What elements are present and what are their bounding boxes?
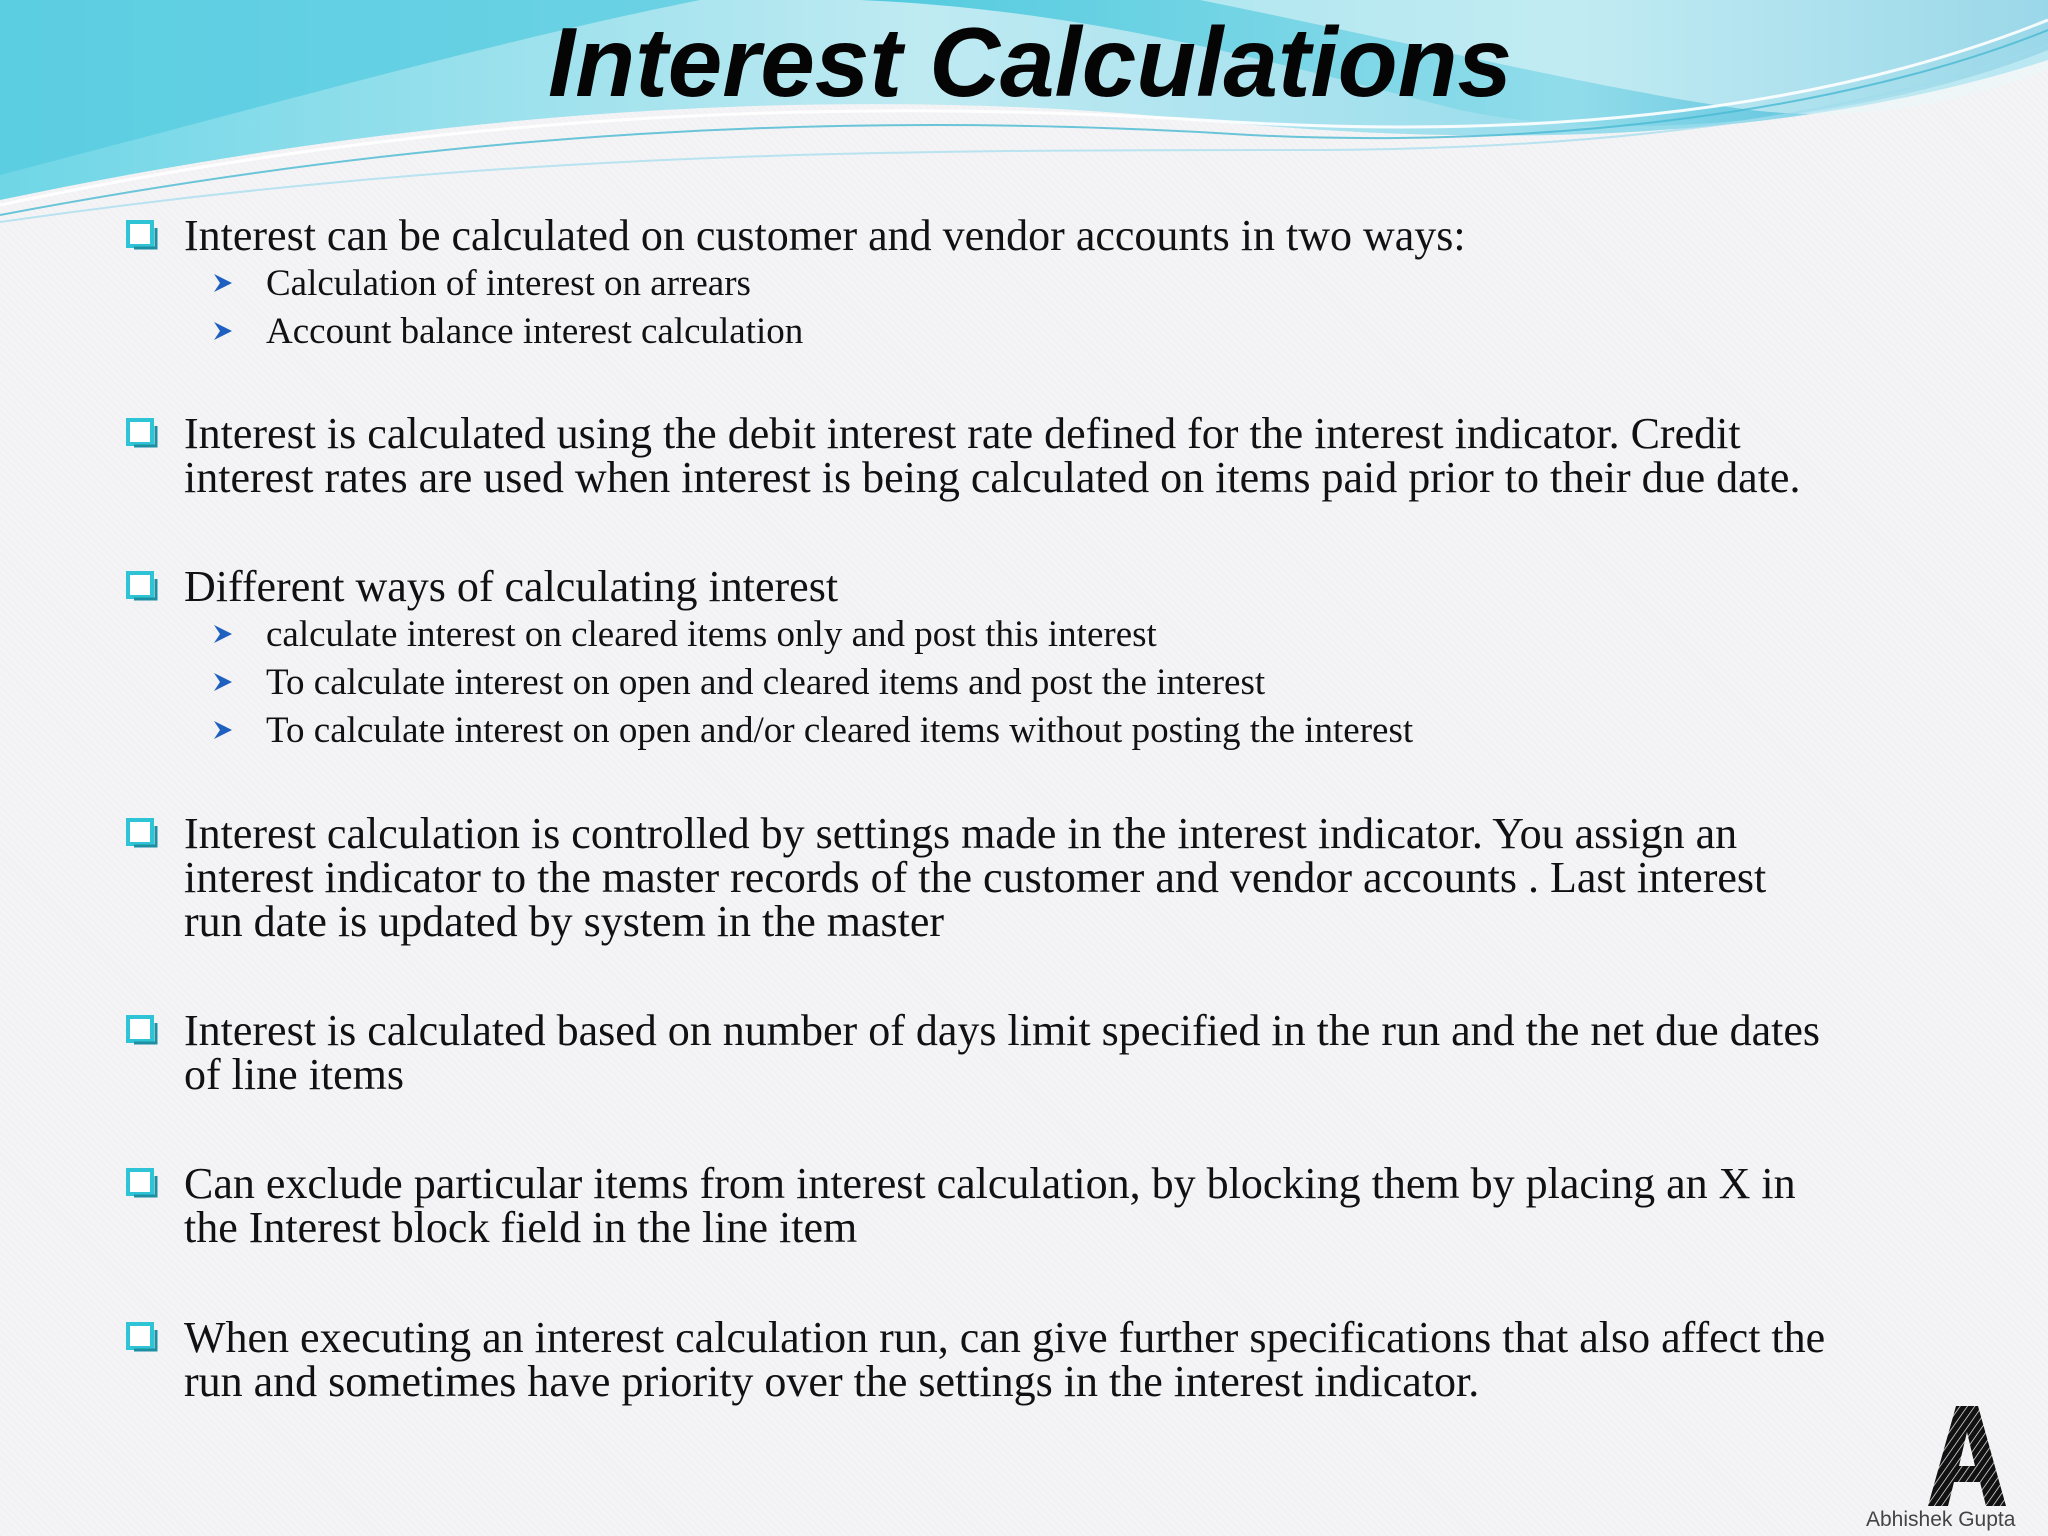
sub-item xyxy=(212,613,2012,661)
sub-item xyxy=(212,709,2012,757)
bullet-line: Different ways of calculating interest xyxy=(184,562,839,611)
sub-item-text: Account balance interest calculation xyxy=(266,311,804,352)
square-bullet-icon xyxy=(126,1168,158,1200)
sub-item-text: To calculate interest on open and/or cleared items without posting the interest xyxy=(266,710,1414,751)
bullet-line: interest indicator to the master records of the customer and vendor accounts . Last interest xyxy=(184,853,1767,902)
bullet-line: Interest can be calculated on customer and vendor accounts in two ways: xyxy=(184,211,1466,260)
sub-item xyxy=(212,262,2012,310)
square-bullet-icon xyxy=(126,818,158,850)
arrow-bullet-icon xyxy=(212,719,234,741)
arrow-bullet-icon xyxy=(212,671,234,693)
square-bullet-icon xyxy=(126,1015,158,1047)
bullet-line: When executing an interest calculation run, can give further specifications that also affect the xyxy=(184,1313,1826,1362)
author-logo xyxy=(1862,1396,2048,1536)
square-bullet-icon xyxy=(126,418,158,450)
author-caption: Abhishek Gupta xyxy=(1866,1508,2016,1531)
bullet-line: run and sometimes have priority over the settings in the interest indicator. xyxy=(184,1357,1480,1406)
letter-a-logo-icon xyxy=(1926,1402,2008,1510)
square-bullet-icon xyxy=(126,220,158,252)
sub-item xyxy=(212,310,2012,358)
square-bullet-icon xyxy=(126,571,158,603)
bullet-line: Interest is calculated using the debit interest rate defined for the interest indicator. Credit xyxy=(184,409,1741,458)
slide-title: Interest Calculations xyxy=(548,7,1512,117)
bullet-line: the Interest block field in the line item xyxy=(184,1203,858,1252)
arrow-bullet-icon xyxy=(212,320,234,342)
bullet-line: of line items xyxy=(184,1050,404,1099)
bullet-line: Interest is calculated based on number of days limit specified in the run and the net due dates xyxy=(184,1006,1821,1055)
bullet-line: Can exclude particular items from interest calculation, by blocking them by placing an X in xyxy=(184,1159,1796,1208)
arrow-bullet-icon xyxy=(212,272,234,294)
sub-item-text: To calculate interest on open and cleared items and post the interest xyxy=(266,662,1266,703)
bullet-line: interest rates are used when interest is being calculated on items paid prior to their due date. xyxy=(184,453,1801,502)
sub-item-text: calculate interest on cleared items only and post this interest xyxy=(266,614,1157,655)
bullet-line: Interest calculation is controlled by settings made in the interest indicator. You assign an xyxy=(184,809,1738,858)
sub-item-text: Calculation of interest on arrears xyxy=(266,263,751,304)
square-bullet-icon xyxy=(126,1322,158,1354)
bullet-line: run date is updated by system in the master xyxy=(184,897,945,946)
sub-item xyxy=(212,661,2012,709)
arrow-bullet-icon xyxy=(212,623,234,645)
